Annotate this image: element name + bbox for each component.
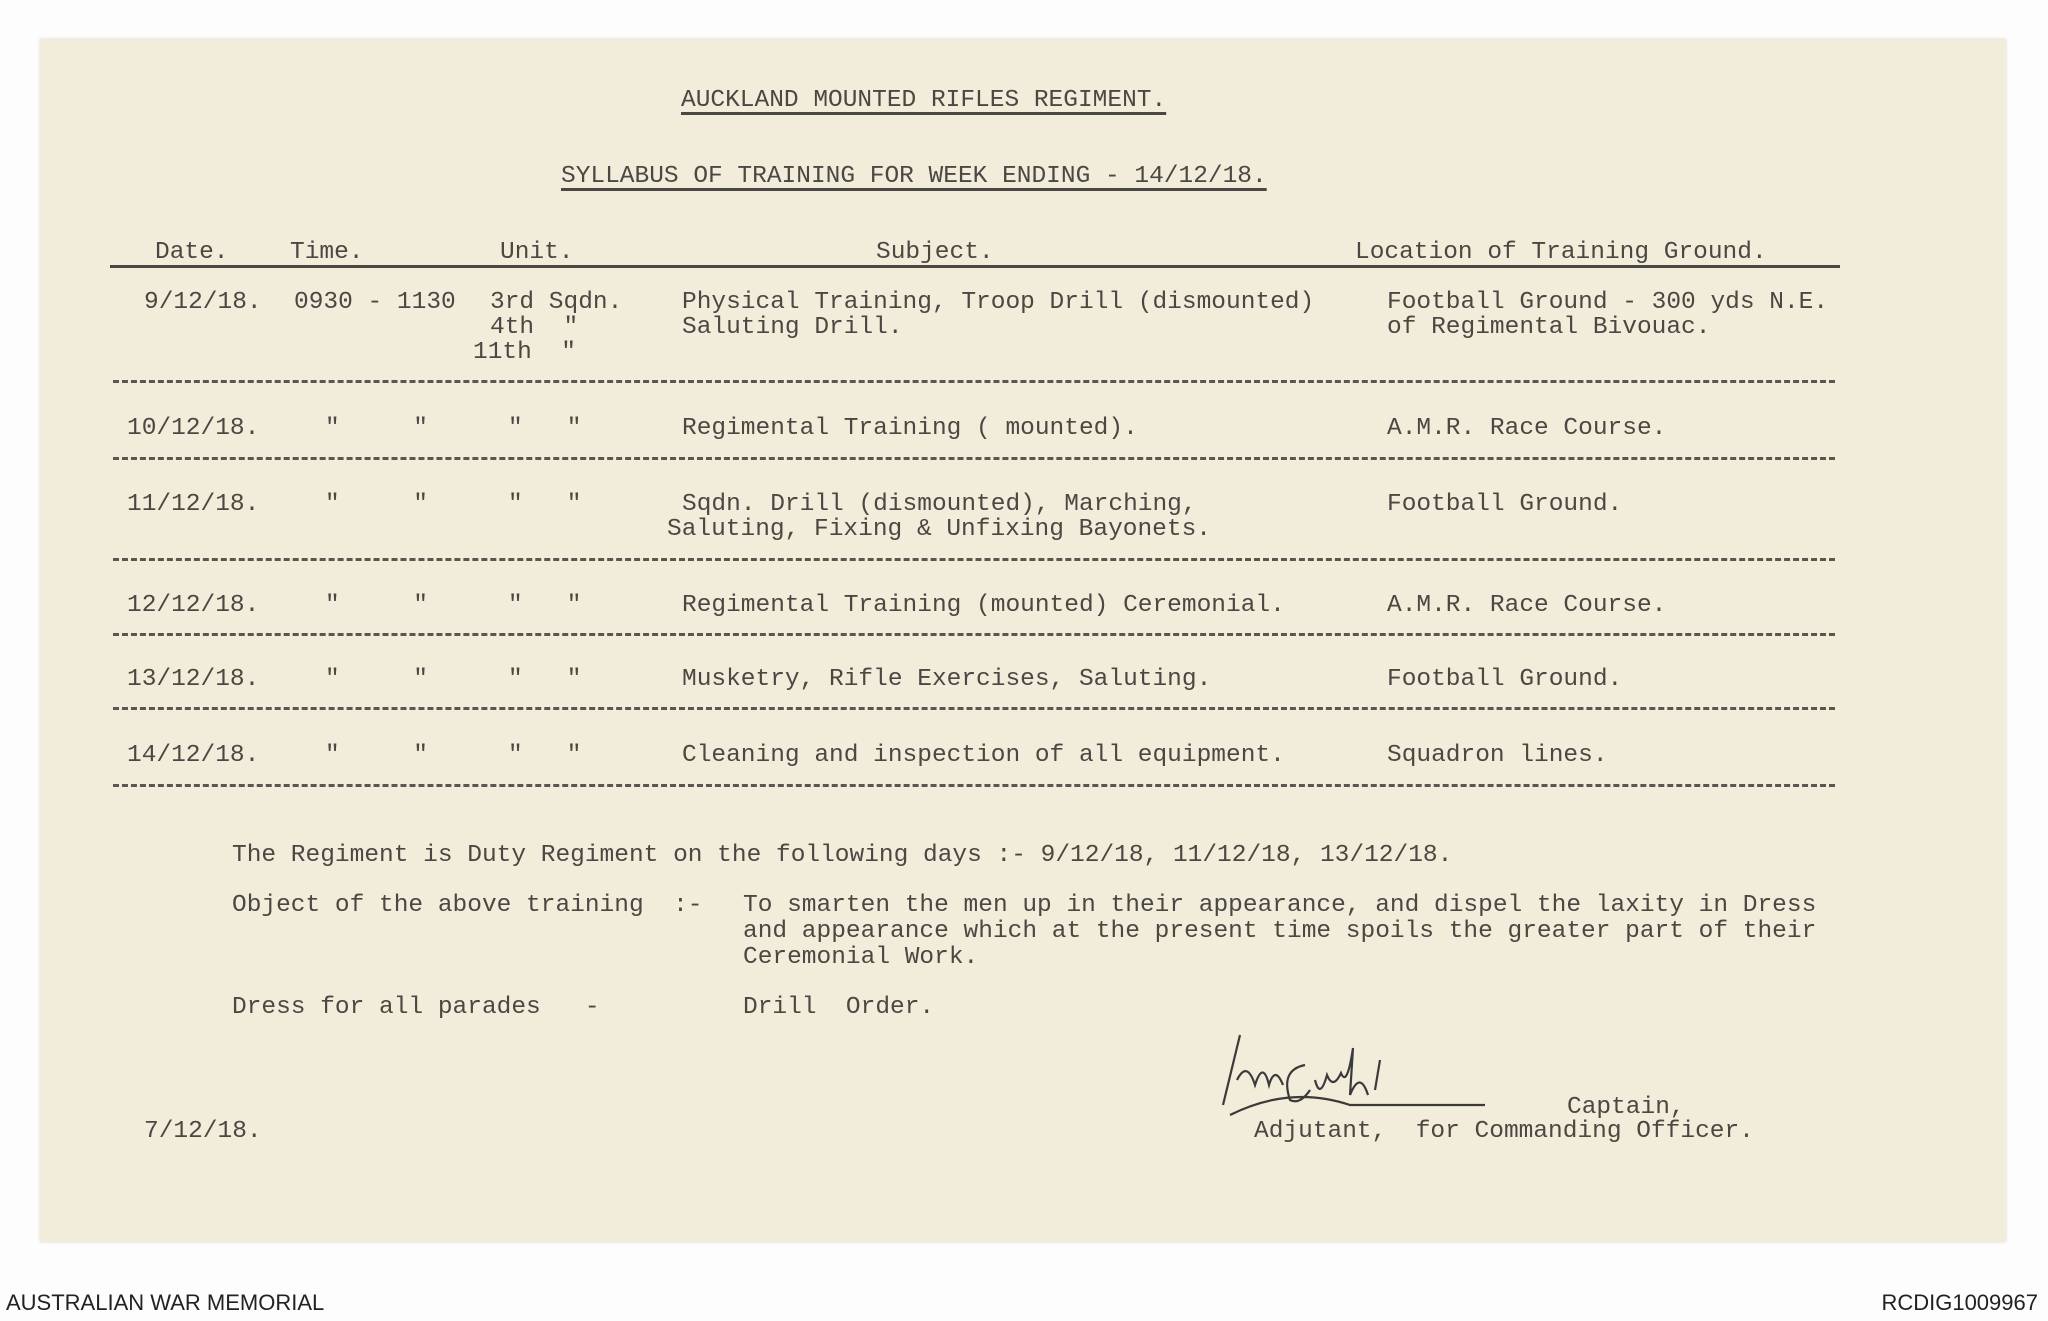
row-subject: Sqdn. Drill (dismounted), Marching,	[682, 491, 1197, 518]
row-location: Football Ground - 300 yds N.E.	[1387, 289, 1829, 316]
dress-label: Dress for all parades -	[232, 994, 600, 1021]
issue-date: 7/12/18.	[144, 1118, 262, 1145]
row-divider	[113, 558, 1835, 561]
captain-title: Captain,	[1567, 1094, 1685, 1121]
row-unit: " "	[508, 742, 582, 769]
header-location: Location of Training Ground.	[1355, 239, 1767, 266]
adjutant-line: Adjutant, for Commanding Officer.	[1254, 1118, 1754, 1145]
row-location: of Regimental Bivouac.	[1387, 314, 1711, 341]
row-date: 11/12/18.	[127, 491, 260, 518]
row-date: 10/12/18.	[127, 415, 260, 442]
row-subject: Regimental Training ( mounted).	[682, 415, 1138, 442]
object-text-1: To smarten the men up in their appearance, and dispel the laxity in Dress	[743, 892, 1817, 919]
row-location: Football Ground.	[1387, 491, 1623, 518]
row-location: A.M.R. Race Course.	[1387, 592, 1667, 619]
row-location: A.M.R. Race Course.	[1387, 415, 1667, 442]
header-time: Time.	[290, 239, 364, 266]
header-rule	[110, 265, 1840, 268]
row-date: 9/12/18.	[144, 289, 262, 316]
object-text-3: Ceremonial Work.	[743, 944, 979, 971]
signature	[1215, 1020, 1515, 1125]
footer-institution: AUSTRALIAN WAR MEMORIAL	[6, 1290, 325, 1315]
row-time: " "	[325, 491, 428, 518]
row-unit: " "	[508, 491, 582, 518]
row-divider	[113, 707, 1835, 710]
header-date: Date.	[155, 239, 229, 266]
header-subject: Subject.	[876, 239, 994, 266]
row-subject: Musketry, Rifle Exercises, Saluting.	[682, 666, 1212, 693]
row-subject: Regimental Training (mounted) Ceremonial.	[682, 592, 1285, 619]
row-unit: 4th "	[490, 314, 579, 341]
row-date: 14/12/18.	[127, 742, 260, 769]
row-subject: Physical Training, Troop Drill (dismounted)	[682, 289, 1315, 316]
row-unit: " "	[508, 592, 582, 619]
row-subject: Saluting Drill.	[682, 314, 903, 341]
document-page	[40, 39, 2006, 1242]
row-time: " "	[325, 592, 428, 619]
document-subtitle: SYLLABUS OF TRAINING FOR WEEK ENDING - 14/12/18.	[561, 163, 1267, 190]
row-time: 0930 - 1130	[294, 289, 456, 316]
row-subject: Cleaning and inspection of all equipment.	[682, 742, 1285, 769]
header-unit: Unit.	[500, 239, 574, 266]
row-subject: Saluting, Fixing & Unfixing Bayonets.	[667, 516, 1211, 543]
row-time: " "	[325, 666, 428, 693]
object-label: Object of the above training :-	[232, 892, 703, 919]
footer-record-id: RCDIG1009967	[1881, 1290, 2038, 1315]
row-time: " "	[325, 415, 428, 442]
duty-days-line: The Regiment is Duty Regiment on the following days :- 9/12/18, 11/12/18, 13/12/18.	[232, 842, 1453, 869]
row-divider	[113, 784, 1835, 787]
row-divider	[113, 633, 1835, 636]
row-unit: 3rd Sqdn.	[490, 289, 623, 316]
dress-value: Drill Order.	[743, 994, 935, 1021]
object-text-2: and appearance which at the present time spoils the greater part of their	[743, 918, 1817, 945]
row-location: Football Ground.	[1387, 666, 1623, 693]
row-date: 13/12/18.	[127, 666, 260, 693]
row-time: " "	[325, 742, 428, 769]
row-location: Squadron lines.	[1387, 742, 1608, 769]
row-unit: " "	[508, 415, 582, 442]
row-date: 12/12/18.	[127, 592, 260, 619]
row-divider	[113, 380, 1835, 383]
document-title: AUCKLAND MOUNTED RIFLES REGIMENT.	[681, 87, 1167, 114]
row-unit: " "	[508, 666, 582, 693]
row-unit: 11th "	[473, 339, 576, 366]
row-divider	[113, 457, 1835, 460]
